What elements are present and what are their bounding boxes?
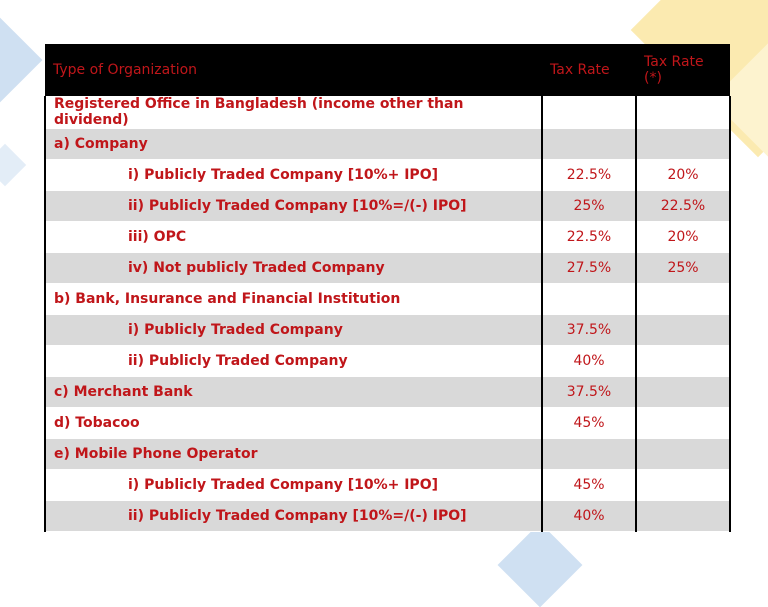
- row-label: ii) Publicly Traded Company [10%=/(-) IPO]: [45, 501, 542, 532]
- tax-rate-table: [44, 44, 731, 532]
- row-tax-rate-star: [636, 129, 730, 160]
- table-row: [45, 191, 730, 222]
- table-row: [45, 501, 730, 532]
- row-label: ii) Publicly Traded Company: [45, 346, 542, 377]
- row-label: i) Publicly Traded Company [10%+ IPO]: [45, 160, 542, 191]
- row-label: e) Mobile Phone Operator: [45, 439, 542, 470]
- row-tax-rate-star: 25%: [636, 253, 730, 284]
- row-tax-rate-star: 20%: [636, 222, 730, 253]
- row-tax-rate-star: [636, 470, 730, 501]
- row-tax-rate-star: [636, 408, 730, 439]
- table-row: [45, 439, 730, 470]
- table-row: [45, 284, 730, 315]
- row-tax-rate: 37.5%: [542, 315, 636, 346]
- header-tax-rate: Tax Rate: [542, 44, 636, 96]
- row-tax-rate: 27.5%: [542, 253, 636, 284]
- table-row: [45, 253, 730, 284]
- row-tax-rate: [542, 96, 636, 129]
- row-label: ii) Publicly Traded Company [10%=/(-) IPO]: [45, 191, 542, 222]
- table-row: [45, 222, 730, 253]
- table-row: [45, 346, 730, 377]
- row-tax-rate: 40%: [542, 346, 636, 377]
- row-label: a) Company: [45, 129, 542, 160]
- row-tax-rate-star: [636, 284, 730, 315]
- row-tax-rate-star: [636, 346, 730, 377]
- table-row: [45, 377, 730, 408]
- row-label: iii) OPC: [45, 222, 542, 253]
- table-row: [45, 408, 730, 439]
- row-label: d) Tobacoo: [45, 408, 542, 439]
- row-label: b) Bank, Insurance and Financial Institution: [45, 284, 542, 315]
- table-row: [45, 315, 730, 346]
- row-tax-rate-star: [636, 501, 730, 532]
- row-label: Registered Office in Bangladesh (income other than dividend): [45, 96, 542, 129]
- row-tax-rate: 45%: [542, 470, 636, 501]
- table-row: [45, 470, 730, 501]
- row-tax-rate: 40%: [542, 501, 636, 532]
- row-tax-rate: 22.5%: [542, 160, 636, 191]
- row-tax-rate: 45%: [542, 408, 636, 439]
- row-tax-rate: 25%: [542, 191, 636, 222]
- row-label: i) Publicly Traded Company [10%+ IPO]: [45, 470, 542, 501]
- row-tax-rate-star: [636, 96, 730, 129]
- row-label: c) Merchant Bank: [45, 377, 542, 408]
- table-header-row: [45, 44, 730, 96]
- header-tax-rate-star: Tax Rate (*): [636, 44, 730, 96]
- row-tax-rate-star: 20%: [636, 160, 730, 191]
- table-row: [45, 160, 730, 191]
- row-tax-rate-star: [636, 315, 730, 346]
- row-tax-rate-star: 22.5%: [636, 191, 730, 222]
- row-label: iv) Not publicly Traded Company: [45, 253, 542, 284]
- row-tax-rate: [542, 284, 636, 315]
- header-type-of-organization: Type of Organization: [45, 44, 542, 96]
- decor-diamond-top-left: [0, 18, 42, 103]
- row-tax-rate: 22.5%: [542, 222, 636, 253]
- row-label: i) Publicly Traded Company: [45, 315, 542, 346]
- row-tax-rate: 37.5%: [542, 377, 636, 408]
- table-row: [45, 129, 730, 160]
- row-tax-rate-star: [636, 439, 730, 470]
- row-tax-rate: [542, 129, 636, 160]
- row-tax-rate: [542, 439, 636, 470]
- row-tax-rate-star: [636, 377, 730, 408]
- decor-diamond-left: [0, 144, 26, 186]
- table-row: [45, 96, 730, 129]
- decor-diamond-bottom: [498, 523, 583, 607]
